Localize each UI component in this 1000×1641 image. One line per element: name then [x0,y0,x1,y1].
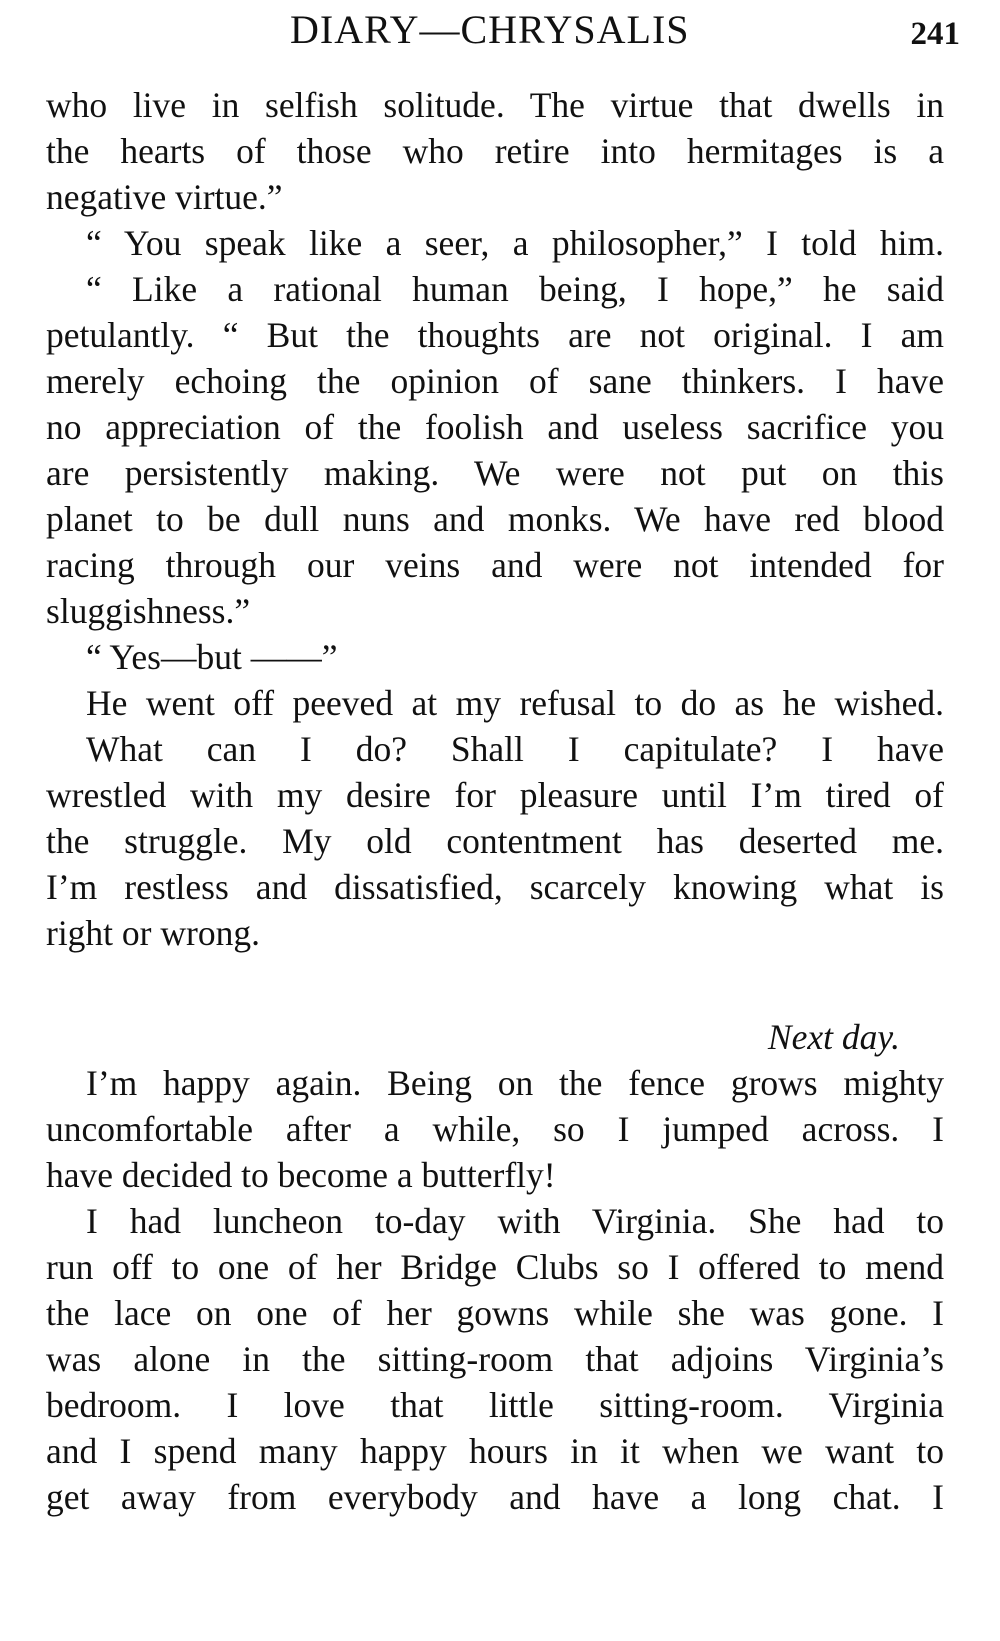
text-line: uncomfortable after a while, so I jumped across. I [46,1109,944,1149]
text-line: I’m happy again. Being on the fence grows mighty [86,1063,944,1103]
text-line: get away from everybody and have a long chat. I [46,1477,944,1517]
text-line: who live in selfish solitude. The virtue that dwells in [46,85,944,125]
running-head [0,4,1000,60]
text-line: no appreciation of the foolish and useless sacrifice you [46,407,944,447]
text-line: wrestled with my desire for pleasure until I’m tired of [46,775,944,815]
text-section-1 [46,82,944,956]
text-line: I had luncheon to-day with Virginia. She had to [86,1201,944,1241]
text-line: and I spend many happy hours in it when we want to [46,1431,944,1471]
text-line: are persistently making. We were not put on this [46,453,944,493]
dateline: Next day. [767,1017,900,1057]
text-line: run off to one of her Bridge Clubs so I offered to mend [46,1247,944,1287]
text-line: have decided to become a butterfly! [46,1155,556,1195]
text-line: the hearts of those who retire into hermitages is a [46,131,944,171]
text-line: negative virtue.” [46,177,283,217]
text-line: planet to be dull nuns and monks. We have red blood [46,499,944,539]
text-line: I’m restless and dissatisfied, scarcely knowing what is [46,867,944,907]
running-title: DIARY—CHRYSALIS [290,7,690,52]
text-line: was alone in the sitting-room that adjoins Virginia’s [46,1339,944,1379]
text-line: bedroom. I love that little sitting-room. Virginia [46,1385,944,1425]
text-line: He went off peeved at my refusal to do as he wished. [86,683,944,723]
text-line: right or wrong. [46,913,260,953]
text-line: racing through our veins and were not intended for [46,545,944,585]
text-line: “ Yes—but ——” [86,637,338,677]
text-line: the struggle. My old contentment has deserted me. [46,821,944,861]
text-line: sluggishness.” [46,591,251,631]
text-line: petulantly. “ But the thoughts are not original. I am [46,315,944,355]
text-line: the lace on one of her gowns while she was gone. I [46,1293,944,1333]
text-line: What can I do? Shall I capitulate? I have [86,729,944,769]
text-line: merely echoing the opinion of sane thinkers. I have [46,361,944,401]
page-number: 241 [910,16,960,52]
text-section-2 [46,1014,944,1520]
text-line: “ You speak like a seer, a philosopher,” I told him. [86,223,944,263]
text-line: “ Like a rational human being, I hope,” he said [86,269,944,309]
